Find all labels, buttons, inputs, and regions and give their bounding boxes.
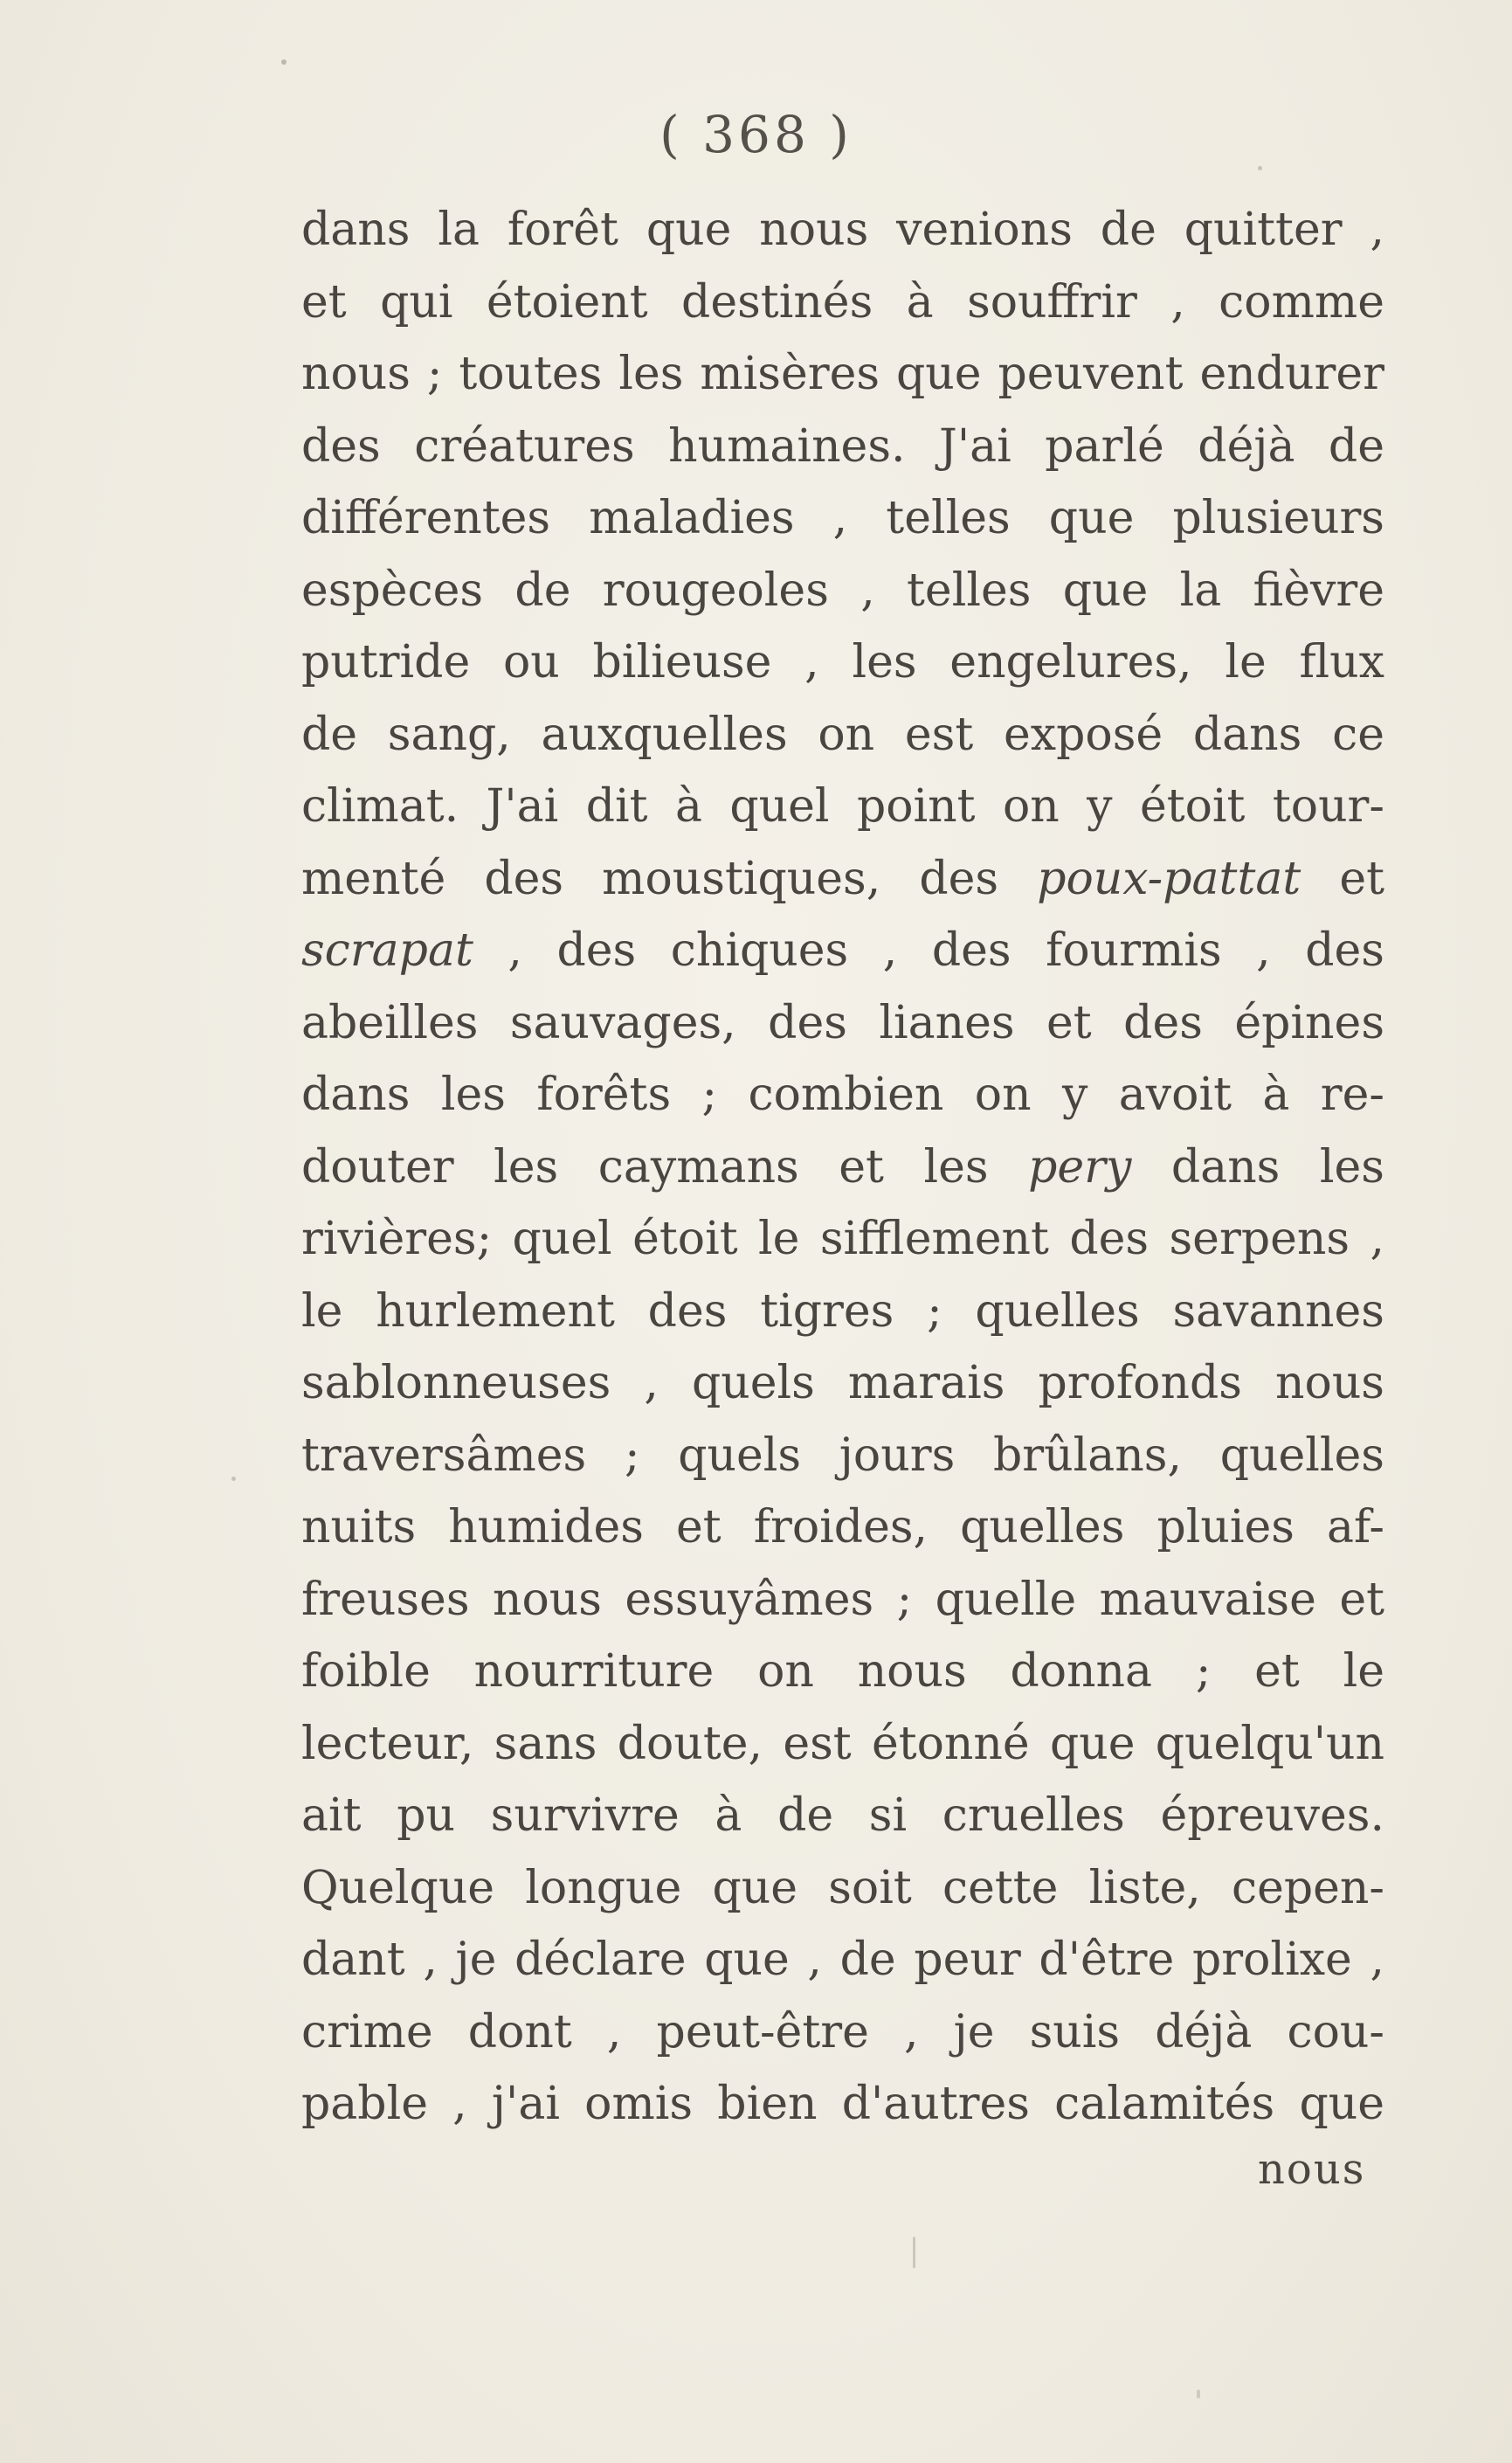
- text-segment: dans la forêt que nous venions de quitter ,: [301, 204, 1384, 256]
- text-segment: le hurlement des tigres ; quelles savannes: [301, 1284, 1384, 1338]
- paper-speck: [281, 59, 287, 65]
- paper-speck: [1197, 2390, 1200, 2398]
- text-segment: dant , je déclare que , de peur d'être prolixe ,: [301, 1934, 1384, 1986]
- text-line: [301, 482, 1384, 555]
- text-line: [301, 1924, 1384, 1996]
- text-line: [301, 555, 1384, 627]
- italic-term: scrapat: [301, 924, 473, 977]
- text-line: [301, 1491, 1384, 1564]
- text-line: [301, 1708, 1384, 1781]
- text-segment: foible nourriture on nous donna ; et le: [301, 1645, 1384, 1698]
- text-line: [301, 1131, 1384, 1204]
- page-number: ( 368 ): [659, 105, 853, 164]
- catchword: nous: [1258, 2145, 1366, 2194]
- italic-term: poux-pattat: [1037, 852, 1301, 905]
- text-line: [301, 626, 1384, 699]
- text-line: [301, 2068, 1384, 2141]
- text-segment: lecteur, sans doute, est étonné que quelqu'un: [301, 1717, 1384, 1770]
- text-segment: nous ; toutes les misères que peuvent endurer: [301, 348, 1384, 400]
- text-line: [301, 411, 1384, 483]
- text-line: [301, 771, 1384, 843]
- text-line: [301, 338, 1384, 411]
- text-line: [301, 266, 1384, 339]
- text-line: [301, 699, 1384, 771]
- text-segment: traversâmes ; quels jours brûlans, quelles: [301, 1429, 1384, 1482]
- text-segment: climat. J'ai dit à quel point on y étoit tour-: [301, 780, 1384, 833]
- text-segment: , des chiques , des fourmis , des: [473, 924, 1384, 977]
- text-segment: dans les forêts ; combien on y avoit à re-: [301, 1069, 1384, 1121]
- text-segment: de sang, auxquelles on est exposé dans ce: [301, 708, 1384, 761]
- text-segment: différentes maladies , telles que plusieurs: [301, 492, 1384, 544]
- paper-speck: [913, 2237, 915, 2268]
- text-line: [301, 1636, 1384, 1708]
- text-segment: et: [1301, 852, 1384, 905]
- text-segment: Quelque longue que soit cette liste, cepen-: [301, 1861, 1384, 1914]
- text-segment: menté des moustiques, des: [301, 852, 1038, 905]
- text-line: [301, 194, 1384, 266]
- text-line: [301, 843, 1384, 916]
- text-segment: pable , j'ai omis bien d'autres calamités que: [301, 2078, 1384, 2130]
- italic-term: pery: [1028, 1140, 1132, 1193]
- text-segment: sablonneuses , quels marais profonds nous: [301, 1357, 1384, 1409]
- text-line: [301, 1276, 1384, 1348]
- text-segment: et qui étoient destinés à souffrir , comme: [301, 275, 1384, 329]
- text-segment: espèces de rougeoles , telles que la fièvre: [301, 564, 1384, 617]
- text-line: [301, 1996, 1384, 2069]
- paper-speck: [1258, 166, 1262, 170]
- text-segment: des créatures humaines. J'ai parlé déjà de: [301, 419, 1384, 473]
- body-text: [301, 194, 1384, 2141]
- text-segment: putride ou bilieuse , les engelures, le flux: [301, 636, 1384, 688]
- text-segment: douter les caymans et les: [301, 1140, 1029, 1193]
- text-line: [301, 1347, 1384, 1420]
- text-line: [301, 1203, 1384, 1276]
- text-line: [301, 987, 1384, 1060]
- text-line: [301, 1780, 1384, 1852]
- text-line: [301, 915, 1384, 987]
- text-segment: nuits humides et froides, quelles pluies af-: [301, 1501, 1384, 1553]
- text-line: [301, 1852, 1384, 1925]
- text-segment: ait pu survivre à de si cruelles épreuves.: [301, 1789, 1384, 1842]
- text-line: [301, 1059, 1384, 1131]
- text-line: [301, 1564, 1384, 1636]
- text-segment: abeilles sauvages, des lianes et des épines: [301, 996, 1384, 1049]
- text-segment: crime dont , peut-être , je suis déjà cou-: [301, 2005, 1384, 2058]
- text-segment: freuses nous essuyâmes ; quelle mauvaise et: [301, 1573, 1384, 1626]
- text-segment: rivières; quel étoit le sifflement des serpens ,: [301, 1213, 1384, 1265]
- text-line: [301, 1420, 1384, 1492]
- paper-speck: [231, 1477, 236, 1481]
- text-segment: dans les: [1131, 1140, 1384, 1193]
